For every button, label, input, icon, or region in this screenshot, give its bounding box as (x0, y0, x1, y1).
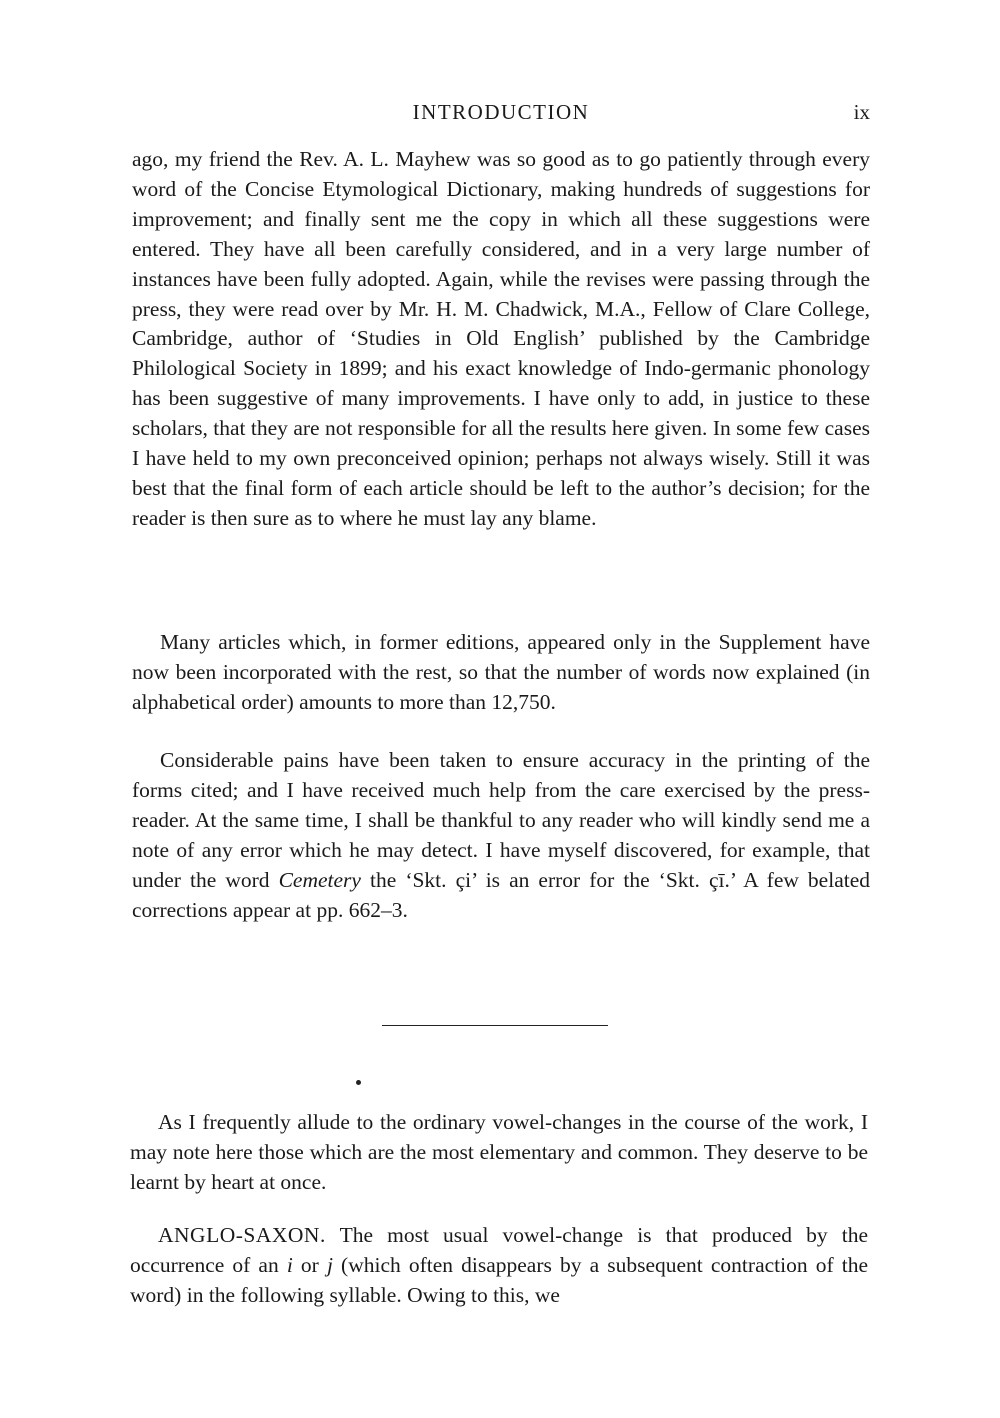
page-number: ix (853, 100, 870, 124)
anglo-saxon-text-1: The most usual vowel-change is that produced by the occurrence of an (130, 1223, 868, 1277)
paragraph-anglo-saxon (130, 1221, 868, 1311)
letter-j: j (326, 1252, 333, 1277)
anglo-saxon-heading: ANGLO-SAXON. (158, 1223, 326, 1247)
paragraph-vowel-changes: As I frequently allude to the ordinary vowel-changes in the course of the work, I may note here those which are the most elementary and common. They deserve to be learnt by heart at once. (130, 1110, 868, 1194)
running-head: INTRODUCTION (412, 100, 590, 124)
section-divider (382, 1025, 608, 1026)
page-header (132, 100, 870, 134)
accuracy-text-after: the ‘Skt. çi’ is an error for the ‘Skt. çī.’ A few belated corrections appear at pp. 662–3. (132, 867, 871, 922)
anglo-saxon-or: or (292, 1252, 327, 1277)
paragraph-accuracy (132, 746, 870, 925)
accuracy-text-before: Considerable pains have been taken to ensure accuracy in the printing of the forms cited; and I have received much help from the care exercised by the press-reader. At the same time, I shall be thankful to any reader who will kindly send me a note of any error which he may detect. I have myself discovered, for example, that under the word (132, 748, 870, 892)
paragraph-mayhew-chadwick: ago, my friend the Rev. A. L. Mayhew was so good as to go patiently through every word of the Concise Etymological Dictionary, making hundreds of suggestions for improvement; and finally sent me the copy in which all these suggestions were entered. They have all been carefully considered, and in a very large number of instances have been fully adopted. Again, while the revises were passing through the press, they were read over by Mr. H. M. Chadwick, M.A., Fellow of Clare College, Cambridge, author of ‘Studies in Old English’ published by the Cambridge Philological Society in 1899; and his exact knowledge of Indo-germanic phonology has been suggestive of many improvements. I have only to add, in justice to these scholars, that they are not responsible for all the results here given. In some few cases I have held to my own preconceived opinion; perhaps not always wisely. Still it was best that the final form of each article should be left to the author’s decision; for the reader is then sure as to where he must lay any blame. (132, 147, 870, 530)
stray-dot (356, 1080, 361, 1085)
anglo-saxon-text-2: (which often disappears by a subsequent contraction of the word) in the following syllable. Owing to this, we (130, 1252, 868, 1307)
cemetery-word: Cemetery (278, 867, 361, 892)
letter-i: i (286, 1252, 293, 1277)
paragraph-supplement-count: Many articles which, in former editions, appeared only in the Supplement have now been incorporated with the rest, so that the number of words now explained (in alphabetical order) amounts to more than 12,750. (132, 630, 870, 714)
